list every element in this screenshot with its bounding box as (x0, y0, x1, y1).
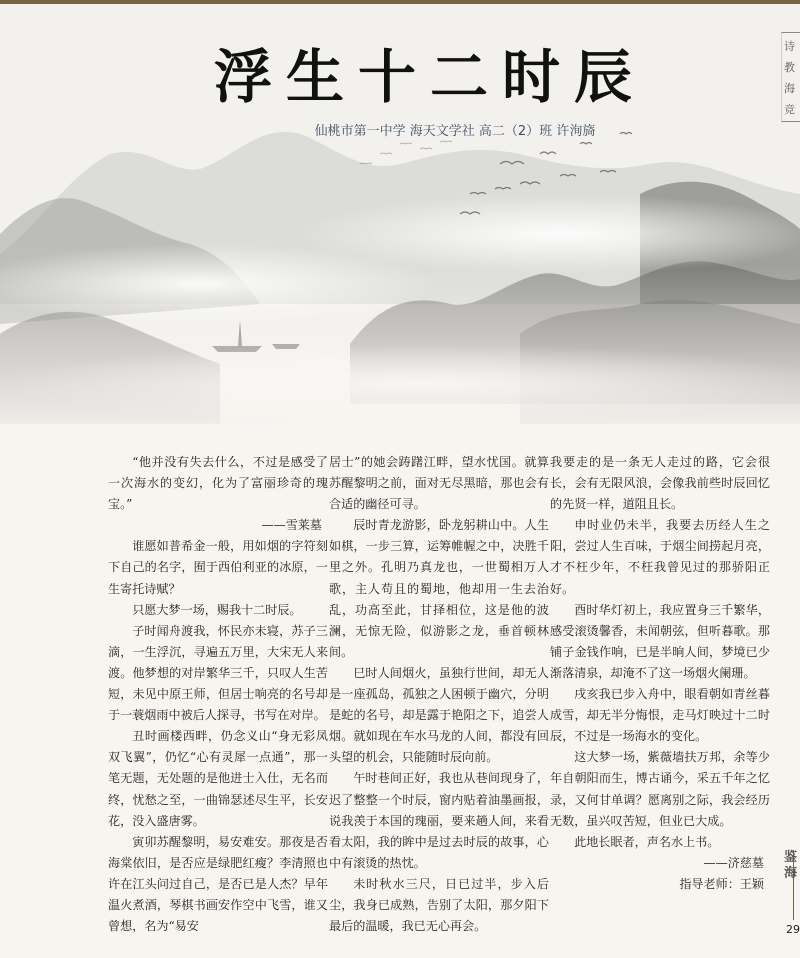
paragraph: 此地长眠者，声名水上书。 (574, 834, 720, 849)
paragraph: 居士”的她会踌躇江畔，望水忧国。就算苏醒黎明之前，面对无尽黑暗，那也会有合适的幽径可寻。 (329, 455, 549, 512)
paragraph: 指导老师：王颖 (679, 876, 764, 891)
paragraph: 戌亥我已步入舟中，眼看朝如青丝暮成雪，却无半分悔恨，走马灯映过十二时辰，不过是一场海水的变化。 (550, 687, 770, 744)
paragraph: 谁愿如普希金一般，用如烟的字符刻下自己的名字，囿于西伯利亚的冰原，一生寄托诗赋？ (108, 539, 328, 596)
paragraph: 未时秋水三尺，日已过半，步入后尘，我身已成熟，告别了太阳，那夕阳下最后的温暖，我已无心再会。 (329, 876, 549, 934)
paragraph: 辰时青龙游影，卧龙躬耕山中。人生如棋，一步三算，运筹帷幄之中，决胜千里之外。孔明乃真龙也，一世蜀相万人歌，主人苟且的蜀地，他却用一生去治乱，功高至此，甘择相位，这是他的波澜，无惊无险，似游影之龙，垂首顿林间。 (329, 518, 549, 659)
side-tab-char: 海 (784, 82, 795, 95)
side-section-tab (781, 32, 800, 122)
paragraph: 子时闻舟渡我，怀民亦未寝，苏子三滴，一生浮沉，寻遍五万里，大宋无人来渡。他梦想的对岸繁华三千，只叹人生苦短，未见中原王师，但居士响亮的名号却于一蓑烟雨中被后人探寻，书写在对岸。 (108, 623, 328, 723)
paragraph: 申时业仍未半，我要去历经人生之阳，尝过人生百味，于烟尘间捞起月亮，才不枉少年，不枉我曾见过的那骄阳正好。 (550, 518, 770, 596)
paragraph: 丑时画楼西畔，仍念义山“身无彩凤双飞翼”，仍忆“心有灵犀一点通”，那一笔无题，无处题的是他进士入仕，无名而终，忧愁之至，一曲锦瑟述尽生平，长安花，没入盛唐雾。 (108, 729, 328, 828)
side-tab-char: 竞 (784, 103, 795, 116)
article-title: 浮生十二时辰 (213, 43, 646, 111)
side-deco-char: 鉴 (784, 850, 798, 865)
paragraph: 酉时华灯初上，我应置身三千繁华，感受滚烫馨香，未闻朝弦，但听暮歌。那铺子金钱作响，已是半晌人间，梦境已少渐落清泉，却淹不了这一场烟火阑珊。 (550, 602, 770, 680)
paragraph: ——济慈墓 (703, 855, 764, 870)
side-tab-char: 教 (784, 61, 795, 74)
paragraph: 午时巷间正好，我也从巷间现身了，迟了整整一个时辰，窗内贴着油墨画报，说我羡于本国的瑰丽，要来趟人间，来看看太阳，我的眸中是过去时辰的故事，心中有滚烫的热忱。 (329, 771, 549, 870)
side-deco-char: 海 (784, 866, 798, 881)
paragraph: 只愿大梦一场，赐我十二时辰。 (132, 602, 302, 617)
side-tab-char: 诗 (784, 40, 795, 53)
page-number: 29 (786, 923, 800, 936)
paragraph: ——雪莱墓 (261, 518, 322, 533)
paragraph: 寅卯苏醒黎明，易安难安。那夜是否海棠依旧，是否应是绿肥红瘦？李清照也许在江头问过自己，是否已是人杰？早年温火煮酒，琴棋书画安作空中飞雪，谁又曾想，名为“易安 (108, 834, 328, 934)
author-byline: 仙桃市第一中学 海天文学社 高二（2）班 许洵旖 (314, 124, 596, 139)
side-decoration (784, 850, 800, 882)
paragraph: 巳时人间烟火，虽独行世间，却无人是一座孤岛，孤独之人困顿于幽穴，分明是蛇的名号，却是露于艳阳之下，追尝人烟。就如现在车水马龙的人间，都没有回头望的机会，只能随时辰向前。 (329, 665, 549, 765)
paragraph: “他并没有失去什么，不过是感受了一次海水的变幻，化为了富丽珍奇的瑰宝。” (108, 455, 328, 512)
paragraph: 我要走的是一条无人走过的路，它会很长，会有无限风浪，会像我前些时辰回忆的先贤一样，道阻且长。 (550, 455, 770, 512)
paragraph: 这大梦一场，紫薇墙扶万邦，余等少年自朝阳而生，博古诵今，采五千年之忆录，又何甘单调？愿离别之际，我会经历无数，虽兴叹苦短，但业已大成。 (550, 750, 770, 828)
text-column-3 (550, 452, 770, 895)
text-column-1 (108, 452, 328, 937)
text-column-2 (329, 452, 549, 937)
